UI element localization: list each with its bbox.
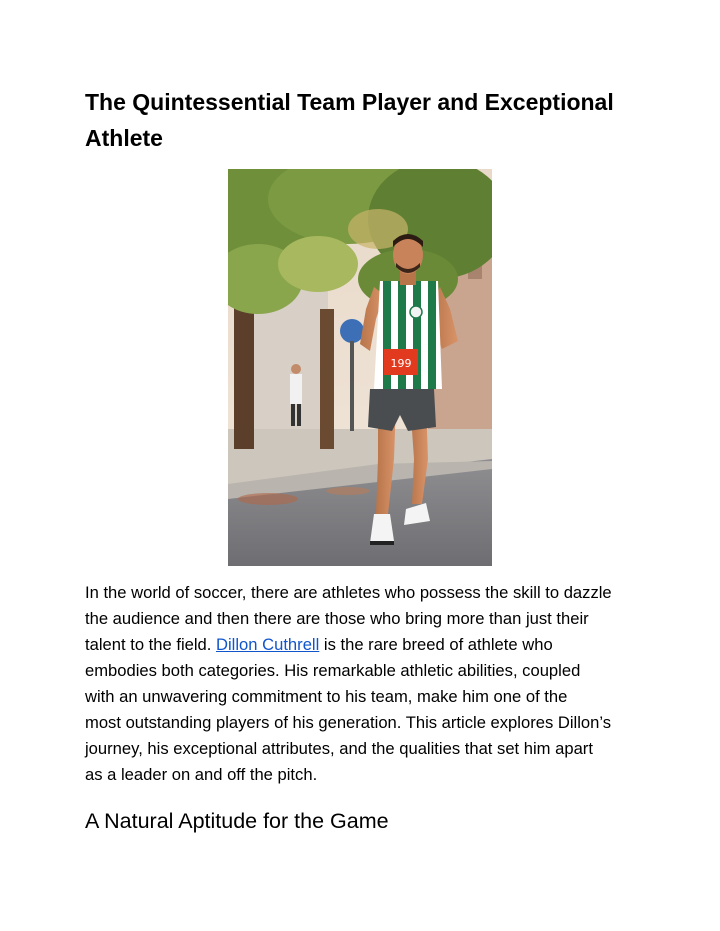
- paragraph-text: talent to the field.: [85, 635, 216, 654]
- paragraph-line: most outstanding players of his generation. This article explores Dillon’s: [85, 713, 612, 732]
- paragraph-line: the audience and then there are those who bring more than just their: [85, 609, 589, 628]
- paragraph-line: embodies both categories. His remarkable athletic abilities, coupled: [85, 661, 581, 680]
- runner-photo: [228, 169, 492, 566]
- paragraph-line: as a leader on and off the pitch.: [85, 765, 318, 784]
- paragraph-text: is the rare breed of athlete who: [319, 635, 553, 654]
- paragraph-line: journey, his exceptional attributes, and the qualities that set him apart: [85, 739, 593, 758]
- paragraph-line: In the world of soccer, there are athletes who possess the skill to dazzle: [85, 583, 612, 602]
- runner-photo-illustration: [228, 169, 492, 566]
- section-heading: A Natural Aptitude for the Game: [85, 809, 389, 833]
- dillon-cuthrell-link[interactable]: Dillon Cuthrell: [216, 635, 320, 654]
- bib-number: 199: [390, 357, 412, 370]
- article-paragraph: [85, 580, 645, 788]
- paragraph-line: with an unwavering commitment to his team, make him one of the: [85, 687, 568, 706]
- paragraph-line: [85, 632, 645, 658]
- article-title: The Quintessential Team Player and Exceptional Athlete: [85, 89, 614, 151]
